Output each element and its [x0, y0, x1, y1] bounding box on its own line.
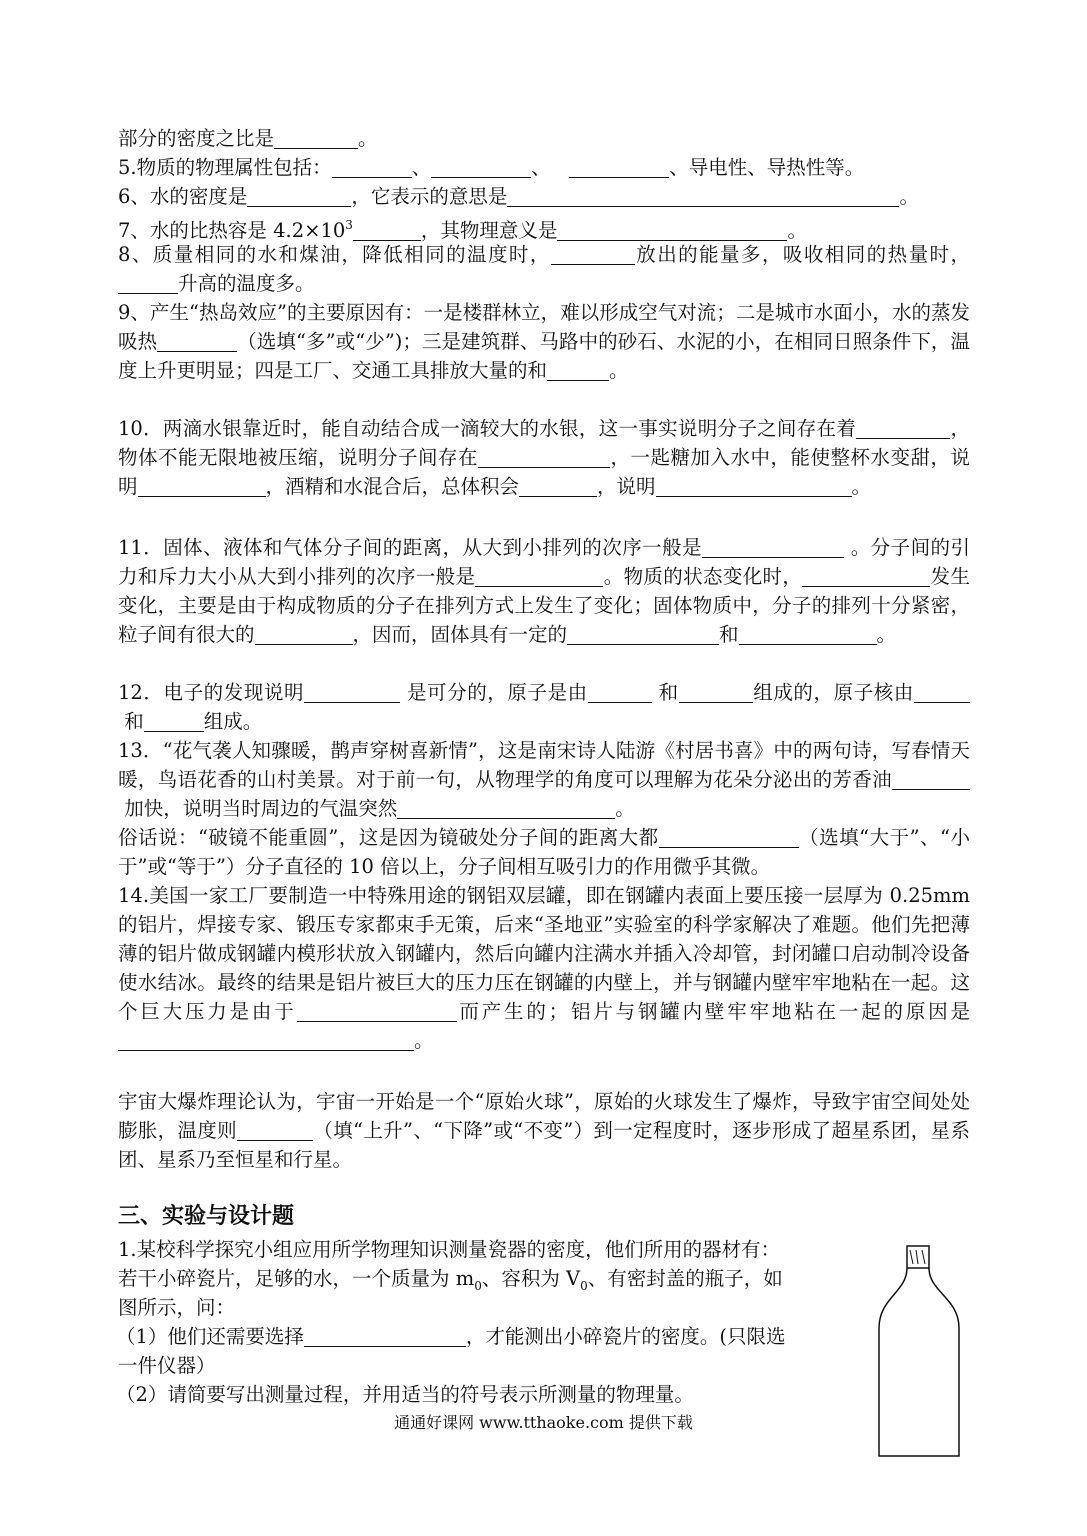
blank[interactable] — [739, 623, 877, 645]
text: 9、产生“热岛效应”的主要原因有：一是楼群林立，难以形成空气对流；二是城市水面小，水的蒸发吸热 — [118, 301, 970, 353]
text: 12．电子的发现说明 — [118, 681, 305, 704]
blank[interactable] — [237, 1119, 313, 1141]
superscript: 3 — [345, 218, 353, 232]
text: ，其物理意义是 — [420, 219, 558, 242]
subscript: 0 — [474, 1278, 482, 1293]
text: 。 — [414, 1029, 434, 1052]
section-heading: 三、实验与设计题 — [118, 1204, 295, 1229]
question-10 — [118, 414, 970, 501]
text: 7、水的比热容是 4.2×10 — [118, 219, 346, 242]
experiment-q1-part1-cont — [118, 1351, 868, 1380]
subscript: 0 — [580, 1278, 588, 1293]
page-footer: 通通好课网 www.tthaoke.com 提供下载 — [394, 1413, 693, 1432]
text: 1.某校科学探究小组应用所学物理知识测量瓷器的密度，他们所用的器材有： — [118, 1238, 781, 1261]
text: 组成的，原子核由 — [752, 681, 914, 704]
question-13 — [118, 736, 970, 881]
question-6 — [118, 182, 970, 211]
text: （选填“多”或“少”)；三是建筑群、马路中的砂石、水泥的小，在相同日照条件下，温度上升更明显；四是工厂、交通工具排放大量的和 — [118, 330, 970, 382]
blank[interactable] — [914, 681, 970, 703]
text: ，因而，固体具有一定的 — [352, 623, 568, 646]
text: 、 — [531, 156, 551, 179]
bottle-cap — [907, 1246, 929, 1268]
blank[interactable] — [304, 681, 400, 703]
text: 。物质的状态变化时， — [603, 565, 803, 588]
blank[interactable] — [569, 156, 669, 178]
blank[interactable] — [274, 127, 358, 149]
text: 发生变化，主要是由于构成物质的分子在排列方式上发生了变化；固体物质中，分子的排列十分紧密，粒子间有很大的 — [118, 565, 970, 646]
text: 、 — [411, 156, 432, 179]
text: ，它表示的意思是 — [351, 185, 508, 208]
text: 加快，说明当时周边的气温突然 — [124, 797, 398, 820]
question-14 — [118, 881, 970, 1055]
blank[interactable] — [519, 475, 597, 497]
blank[interactable] — [138, 475, 266, 497]
blank[interactable] — [702, 536, 844, 558]
blank[interactable] — [431, 156, 531, 178]
text: 。分子间的引力和斥力大小从大到小排列的次序一般是 — [118, 536, 970, 588]
experiment-q1-part2 — [116, 1380, 866, 1409]
text: 6、水的密度是 — [118, 185, 248, 208]
question-12 — [118, 678, 970, 736]
text: ，一匙糖加入水中，能使整杯水变甜，说明 — [118, 446, 970, 498]
text: 。 — [851, 475, 872, 498]
blank[interactable] — [856, 417, 950, 439]
text: 放出的能量多，吸收相同的热量时， — [634, 243, 970, 266]
text: 、有密封盖的瓶子，如 — [587, 1267, 783, 1290]
text: ，说明 — [597, 475, 656, 498]
text: 若干小碎瓷片，足够的水，一个质量为 m — [118, 1267, 475, 1290]
cap-ridges — [910, 1250, 925, 1264]
bottle-illustration — [873, 1242, 985, 1464]
blank[interactable] — [656, 475, 852, 497]
blank[interactable] — [353, 219, 421, 241]
blank[interactable] — [247, 185, 351, 207]
text: 。 — [609, 359, 629, 382]
text: 。 — [358, 127, 378, 150]
text: ，才能测出小碎瓷片的密度。(只限选 — [465, 1325, 786, 1348]
text: ，物体不能无限地被压缩，说明分子间存在 — [118, 417, 970, 469]
blank[interactable] — [507, 185, 899, 207]
text: （填“上升”、“下降”或“不变”）到一定程度时，逐步形成了超星系团，星系团、星系乃至恒星和行星。 — [118, 1119, 970, 1171]
blank[interactable] — [475, 565, 603, 587]
text: 13．“花气袭人知骤暖，鹊声穿树喜新情”，这是南宋诗人陆游《村居书喜》中的两句诗，写春情天暖，鸟语花香的山村美景。对于前一句，从物理学的角度可以理解为花朵分泌出的芳香油 — [118, 739, 970, 791]
blank[interactable] — [478, 446, 610, 468]
blank[interactable] — [547, 359, 609, 381]
text: 组成。 — [203, 710, 263, 733]
experiment-q1-line3 — [118, 1293, 868, 1322]
text: 升高的温度多。 — [178, 272, 315, 295]
text: （1）他们还需要选择 — [116, 1325, 304, 1348]
text: （2）请简要写出测量过程，并用适当的符号表示所测量的物理量。 — [116, 1383, 694, 1406]
text: 14.美国一家工厂要制造一中特殊用途的钢铝双层罐，即在钢罐内表面上要压接一层厚为 0.25mm 的铝片，焊接专家、锻压专家都束手无策，后来“圣地亚”实验室的科学家解决了难题。他们先把薄薄的铝片做成钢罐内模形状放入钢罐内，然后向罐内注满水并插入冷却管，封闭罐口启动制冷设备使水结冰。最终的结果是铝片被巨大的压力压在钢罐的内壁上，并与钢罐内壁牢牢地粘在一起。这个巨大压力是由于 — [118, 884, 970, 1023]
text: 和 — [658, 681, 679, 704]
blank[interactable] — [255, 623, 353, 645]
blank[interactable] — [144, 710, 204, 732]
blank[interactable] — [659, 826, 799, 848]
blank[interactable] — [588, 681, 652, 703]
experiment-q1-part1 — [116, 1322, 866, 1351]
experiment-q1-line1 — [118, 1235, 868, 1264]
blank[interactable] — [397, 797, 615, 819]
blank[interactable] — [157, 330, 237, 352]
text: 和 — [124, 710, 144, 733]
universe-question — [118, 1087, 970, 1174]
text: 8、质量相同的水和煤油，降低相同的温度时， — [118, 243, 551, 266]
blank[interactable] — [892, 768, 970, 790]
text: 和 — [719, 623, 739, 646]
text: 、导电性、导热性等。 — [669, 156, 865, 179]
text: 11．固体、液体和气体分子间的距离，从大到小排列的次序一般是 — [118, 536, 703, 559]
question-11 — [118, 533, 970, 649]
blank[interactable] — [557, 219, 787, 241]
text: 图所示，问： — [118, 1296, 236, 1319]
text: 、容积为 V — [481, 1267, 581, 1290]
text: 10．两滴水银靠近时，能自动结合成一滴较大的水银，这一事实说明分子之间存在着 — [118, 417, 857, 440]
text: 一件仪器） — [118, 1354, 216, 1377]
text: 。 — [899, 185, 919, 208]
blank[interactable] — [679, 681, 753, 703]
question-8 — [118, 240, 970, 298]
question-5 — [118, 153, 970, 182]
blank[interactable] — [297, 1000, 457, 1022]
blank[interactable] — [304, 1325, 466, 1347]
blank[interactable] — [118, 272, 178, 294]
blank[interactable] — [332, 156, 412, 178]
text: 是可分的，原子是由 — [406, 681, 588, 704]
text: （选填“大于”、“小于”或“等于”）分子直径的 10 倍以上，分子间相互吸引力的作用微乎其微。 — [118, 826, 970, 878]
text: 俗话说：“破镜不能重圆”，这是因为镜破处分子间的距离大都 — [118, 826, 659, 849]
text: 。 — [876, 623, 897, 646]
density-ratio-line — [118, 124, 970, 153]
text: ，酒精和水混合后，总体积会 — [265, 475, 520, 498]
blank[interactable] — [567, 623, 719, 645]
text: 5.物质的物理属性包括： — [118, 156, 332, 179]
text: 部分的密度之比是 — [118, 127, 275, 150]
blank[interactable] — [551, 243, 635, 265]
bottle-body — [879, 1268, 959, 1456]
question-9 — [118, 298, 970, 385]
text: 而产生的；铝片与钢罐内壁牢牢地粘在一起的原因是 — [456, 1000, 970, 1023]
blank[interactable] — [118, 1029, 414, 1051]
blank[interactable] — [802, 565, 930, 587]
text: 宇宙大爆炸理论认为，宇宙一开始是一个“原始火球”，原始的火球发生了爆炸，导致宇宙空间处处膨胀，温度则 — [118, 1090, 970, 1142]
text: 。 — [787, 219, 807, 242]
text: 。 — [615, 797, 635, 820]
